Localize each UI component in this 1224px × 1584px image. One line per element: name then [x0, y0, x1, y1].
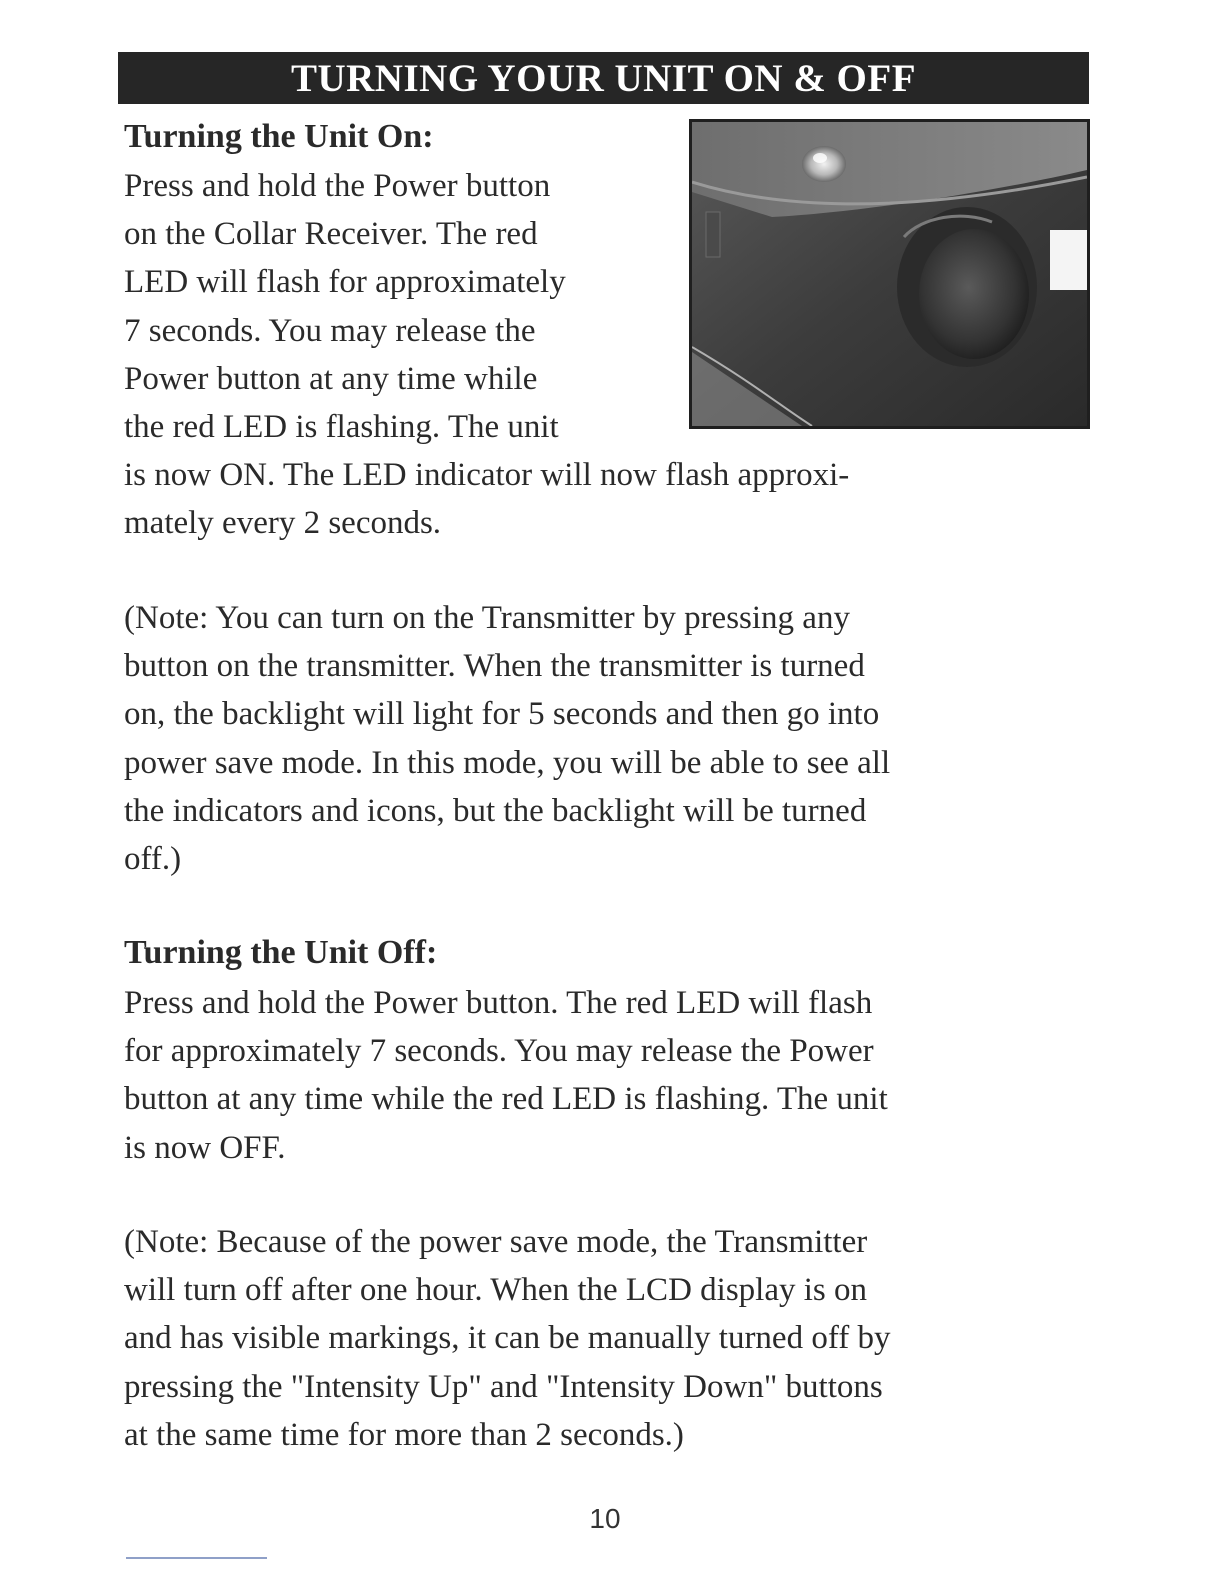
text-line: at the same time for more than 2 seconds.)	[124, 1416, 684, 1453]
text-line: LED will flash for approximately	[124, 264, 566, 301]
text-line: 7 seconds. You may release the	[124, 312, 536, 349]
footer-rule	[126, 1557, 267, 1559]
text-line: (Note: Because of the power save mode, the Transmitter	[124, 1224, 868, 1260]
text-line: is now OFF.	[124, 1129, 286, 1166]
text-line: power save mode. In this mode, you will be able to see all	[124, 744, 891, 781]
banner-title: TURNING YOUR UNIT ON & OFF	[290, 56, 917, 100]
text-line: off.)	[124, 841, 182, 878]
text-line: button at any time while the red LED is flashing. The unit	[124, 1081, 888, 1118]
text-line: will turn off after one hour. When the LCD display is on	[124, 1272, 867, 1309]
text-line: and has visible markings, it can be manually turned off by	[124, 1320, 891, 1357]
page-number: 10	[589, 1503, 621, 1534]
text-line: mately every 2 seconds.	[124, 505, 442, 542]
paragraph-note-off	[124, 1218, 890, 1459]
text-line: Power button at any time while	[124, 360, 538, 397]
text-line: the red LED is flashing. The unit	[124, 409, 559, 446]
text-line: for approximately 7 seconds. You may release the Power	[124, 1033, 874, 1070]
heading-turning-off: Turning the Unit Off:	[124, 934, 438, 971]
text-line: on the Collar Receiver. The red	[124, 216, 538, 253]
text-line: Press and hold the Power button. The red LED will flash	[124, 985, 873, 1021]
power-button-image	[692, 122, 1087, 426]
text-line: button on the transmitter. When the transmitter is turned	[124, 648, 865, 685]
section-banner	[118, 52, 1089, 104]
collar-receiver-photo	[689, 119, 1090, 429]
text-line: is now ON. The LED indicator will now flash approxi-	[124, 457, 850, 494]
text-line: Press and hold the Power button	[124, 168, 551, 204]
text-line: the indicators and icons, but the backlight will be turned	[124, 792, 867, 829]
paragraph-note-on	[124, 594, 890, 883]
text-line: pressing the "Intensity Up" and "Intensity Down" buttons	[124, 1368, 883, 1405]
paragraph-turning-off	[124, 979, 888, 1172]
text-line: (Note: You can turn on the Transmitter by pressing any	[124, 600, 850, 636]
heading-turning-on: Turning the Unit On:	[124, 118, 434, 155]
text-line: on, the backlight will light for 5 seconds and then go into	[124, 696, 880, 733]
